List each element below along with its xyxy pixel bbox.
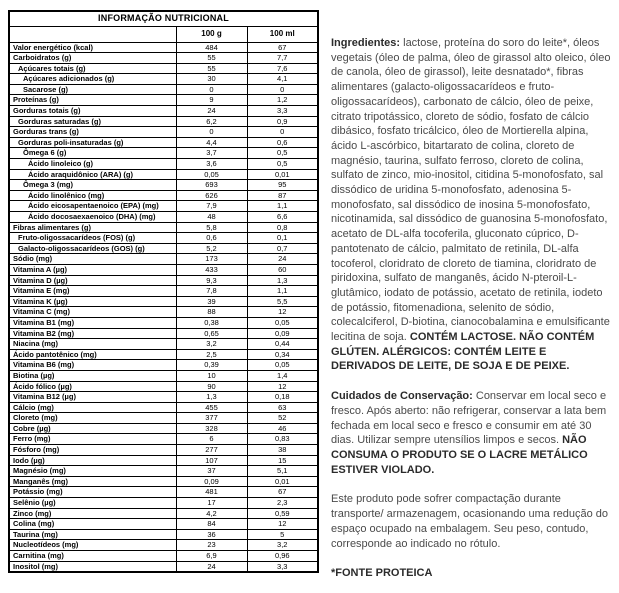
- table-row: [9, 561, 318, 572]
- value-100g: 9: [176, 95, 247, 106]
- value-100g: 4,2: [176, 508, 247, 519]
- nutrient-label: Gorduras saturadas (g): [9, 116, 176, 127]
- value-100g: 0,65: [176, 328, 247, 339]
- nutrition-table-body: [9, 42, 318, 572]
- table-title-row: [9, 11, 318, 26]
- value-100ml: 0,44: [247, 339, 318, 350]
- nutrient-label: Taurina (mg): [9, 529, 176, 540]
- value-100g: 0,6: [176, 233, 247, 244]
- nutrient-label: Gorduras trans (g): [9, 127, 176, 138]
- table-title: INFORMAÇÃO NUTRICIONAL: [9, 11, 318, 26]
- nutrient-label: Ácido araquidônico (ARA) (g): [9, 169, 176, 180]
- table-row: [9, 148, 318, 159]
- nutrient-label: Galacto-oligossacarídeos (GOS) (g): [9, 243, 176, 254]
- value-100ml: 0,8: [247, 222, 318, 233]
- column-header-empty: [9, 26, 176, 42]
- table-row: [9, 84, 318, 95]
- table-row: [9, 212, 318, 223]
- value-100g: 55: [176, 53, 247, 64]
- table-row: [9, 540, 318, 551]
- value-100ml: 24: [247, 254, 318, 265]
- value-100ml: 0,83: [247, 434, 318, 445]
- nutrient-label: Iodo (µg): [9, 455, 176, 466]
- nutrient-label: Vitamina D (µg): [9, 275, 176, 286]
- table-row: [9, 445, 318, 456]
- table-row: [9, 254, 318, 265]
- table-row: [9, 466, 318, 477]
- nutrient-label: Carboidratos (g): [9, 53, 176, 64]
- nutrient-label: Biotina (µg): [9, 370, 176, 381]
- table-row: [9, 487, 318, 498]
- nutrient-label: Ácido pantotênico (mg): [9, 349, 176, 360]
- value-100g: 0,38: [176, 317, 247, 328]
- table-row: [9, 360, 318, 371]
- value-100g: 693: [176, 180, 247, 191]
- value-100g: 39: [176, 296, 247, 307]
- storage-paragraph: [331, 389, 613, 477]
- value-100g: 2,5: [176, 349, 247, 360]
- value-100ml: 1,4: [247, 370, 318, 381]
- value-100ml: 1,1: [247, 201, 318, 212]
- value-100g: 6,2: [176, 116, 247, 127]
- bold-text-segment: Cuidados de Conservação:: [331, 390, 476, 403]
- table-row: [9, 508, 318, 519]
- column-header-100g: 100 g: [176, 26, 247, 42]
- value-100ml: 3,3: [247, 561, 318, 572]
- column-header-100ml: 100 ml: [247, 26, 318, 42]
- table-column-header-row: [9, 26, 318, 42]
- table-row: [9, 42, 318, 53]
- table-row: [9, 413, 318, 424]
- table-row: [9, 95, 318, 106]
- nutrient-label: Potássio (mg): [9, 487, 176, 498]
- value-100g: 107: [176, 455, 247, 466]
- value-100g: 3,7: [176, 148, 247, 159]
- nutrient-label: Sacarose (g): [9, 84, 176, 95]
- nutrient-label: Proteínas (g): [9, 95, 176, 106]
- value-100ml: 0,05: [247, 317, 318, 328]
- value-100ml: 3,3: [247, 106, 318, 117]
- value-100ml: 0,5: [247, 148, 318, 159]
- nutrient-label: Fruto-oligossacarídeos (FOS) (g): [9, 233, 176, 244]
- value-100g: 1,3: [176, 392, 247, 403]
- table-row: [9, 392, 318, 403]
- value-100ml: 6,6: [247, 212, 318, 223]
- value-100g: 0: [176, 127, 247, 138]
- value-100g: 173: [176, 254, 247, 265]
- value-100g: 3,2: [176, 339, 247, 350]
- compaction-paragraph: [331, 492, 613, 551]
- value-100ml: 0,96: [247, 551, 318, 562]
- value-100g: 17: [176, 498, 247, 509]
- table-row: [9, 180, 318, 191]
- value-100g: 36: [176, 529, 247, 540]
- nutrient-label: Ácido fólico (µg): [9, 381, 176, 392]
- value-100ml: 0,5: [247, 159, 318, 170]
- table-row: [9, 53, 318, 64]
- nutrient-label: Vitamina B1 (mg): [9, 317, 176, 328]
- value-100g: 9,3: [176, 275, 247, 286]
- value-100g: 6,9: [176, 551, 247, 562]
- text-segment: lactose, proteína do soro do leite*, óleos vegetais (óleo de palma, óleo de girassol alto oleico, óleo de canola, óleo de girassol), leite desnatado*, fibras alimentares (galacto-oligossacarídeos e fruto-oligossacarídeos), carbonato de cálcio, óleo de peixe, citrato tripotássico, cloreto de sódio, fosfato de cálcio dibásico, fosfato tricálcico, óleo de Mortierella alpina, ácido L-ascórbico, bitartarato de colina, cloreto de magnésio, taurina, sulfato ferroso, cloreto de colina, sulfato de zinco, mio-inositol, citidina 5-monofosfato, sal dissódico de uridina 5-monofosfato, adenosina 5-monofosfato, sal dissódico de inosina 5-monofosfato, nicotinamida, sal dissódico de guanosina 5-monofosfato, acetato de DL-alfa tocoferila, gluconato cúprico, D-pantotenato de cálcio, palmitato de retinila, DL-alfa tocoferol, cloridrato de cloreto de tiamina, cloridrato de piridoxina, sulfato de manganês, ácido N-pteroil-L-glutâmico, iodato de potássio, acetato de retinila, iodeto de potássio, fitomenadiona, selenito de sódio, colecalciferol, D-biotina, cianocobalamina e emulsificante lecitina de soja.: [331, 37, 611, 344]
- table-row: [9, 222, 318, 233]
- nutrition-table: [8, 10, 319, 573]
- value-100g: 90: [176, 381, 247, 392]
- nutrient-label: Açúcares adicionados (g): [9, 74, 176, 85]
- value-100g: 48: [176, 212, 247, 223]
- value-100ml: 38: [247, 445, 318, 456]
- value-100ml: 1,1: [247, 286, 318, 297]
- nutrient-label: Vitamina K (µg): [9, 296, 176, 307]
- table-row: [9, 63, 318, 74]
- value-100g: 455: [176, 402, 247, 413]
- nutrient-label: Vitamina B6 (mg): [9, 360, 176, 371]
- nutrient-label: Nucleotídeos (mg): [9, 540, 176, 551]
- nutrient-label: Manganês (mg): [9, 476, 176, 487]
- value-100ml: 0,18: [247, 392, 318, 403]
- value-100g: 0,05: [176, 169, 247, 180]
- value-100g: 5,2: [176, 243, 247, 254]
- value-100g: 626: [176, 190, 247, 201]
- table-row: [9, 476, 318, 487]
- nutrient-label: Gorduras poli-insaturadas (g): [9, 137, 176, 148]
- table-row: [9, 296, 318, 307]
- table-row: [9, 381, 318, 392]
- value-100ml: 5,1: [247, 466, 318, 477]
- table-row: [9, 434, 318, 445]
- value-100g: 433: [176, 264, 247, 275]
- nutrient-label: Valor energético (kcal): [9, 42, 176, 53]
- value-100g: 10: [176, 370, 247, 381]
- value-100ml: 0,34: [247, 349, 318, 360]
- table-row: [9, 243, 318, 254]
- value-100ml: 0,01: [247, 169, 318, 180]
- value-100ml: 52: [247, 413, 318, 424]
- value-100g: 6: [176, 434, 247, 445]
- value-100ml: 12: [247, 519, 318, 530]
- table-row: [9, 339, 318, 350]
- nutrient-label: Sódio (mg): [9, 254, 176, 265]
- value-100g: 277: [176, 445, 247, 456]
- table-row: [9, 169, 318, 180]
- nutrient-label: Fibras alimentares (g): [9, 222, 176, 233]
- table-row: [9, 455, 318, 466]
- nutrient-label: Cloreto (mg): [9, 413, 176, 424]
- nutrient-label: Zinco (mg): [9, 508, 176, 519]
- table-row: [9, 116, 318, 127]
- value-100ml: 0: [247, 84, 318, 95]
- protein-source-note: [331, 566, 613, 581]
- table-row: [9, 74, 318, 85]
- value-100g: 3,6: [176, 159, 247, 170]
- value-100g: 481: [176, 487, 247, 498]
- value-100ml: 1,3: [247, 275, 318, 286]
- value-100ml: 0,7: [247, 243, 318, 254]
- value-100g: 0: [176, 84, 247, 95]
- value-100g: 5,8: [176, 222, 247, 233]
- table-row: [9, 307, 318, 318]
- value-100ml: 7,6: [247, 63, 318, 74]
- value-100ml: 63: [247, 402, 318, 413]
- table-row: [9, 137, 318, 148]
- nutrient-label: Ácido linolênico (mg): [9, 190, 176, 201]
- value-100ml: 0,9: [247, 116, 318, 127]
- value-100g: 0,39: [176, 360, 247, 371]
- nutrient-label: Vitamina E (mg): [9, 286, 176, 297]
- value-100ml: 12: [247, 307, 318, 318]
- value-100g: 84: [176, 519, 247, 530]
- nutrient-label: Inositol (mg): [9, 561, 176, 572]
- value-100ml: 7,7: [247, 53, 318, 64]
- nutrient-label: Niacina (mg): [9, 339, 176, 350]
- ingredients-paragraph: [331, 36, 613, 374]
- table-row: [9, 106, 318, 117]
- table-row: [9, 519, 318, 530]
- nutrient-label: Magnésio (mg): [9, 466, 176, 477]
- value-100ml: 1,2: [247, 95, 318, 106]
- value-100ml: 0,01: [247, 476, 318, 487]
- value-100ml: 5: [247, 529, 318, 540]
- table-row: [9, 317, 318, 328]
- value-100g: 24: [176, 106, 247, 117]
- nutrient-label: Ácido eicosapentaenoico (EPA) (mg): [9, 201, 176, 212]
- nutrient-label: Selênio (µg): [9, 498, 176, 509]
- value-100ml: 0,05: [247, 360, 318, 371]
- table-row: [9, 264, 318, 275]
- value-100g: 484: [176, 42, 247, 53]
- value-100ml: 5,5: [247, 296, 318, 307]
- nutrient-label: Ômega 3 (mg): [9, 180, 176, 191]
- bold-text-segment: CONTÉM LACTOSE. NÃO CONTÉM GLÚTEN. ALÉRGICOS: CONTÉM LEITE E DERIVADOS DE LEITE, DE SOJA E DE PEIXE.: [331, 331, 595, 373]
- value-100g: 328: [176, 423, 247, 434]
- bold-text-segment: *FONTE PROTEICA: [331, 567, 433, 580]
- value-100ml: 0: [247, 127, 318, 138]
- right-text: [331, 36, 613, 593]
- value-100g: 7,9: [176, 201, 247, 212]
- nutrient-label: Vitamina A (µg): [9, 264, 176, 275]
- value-100ml: 4,1: [247, 74, 318, 85]
- value-100g: 88: [176, 307, 247, 318]
- value-100ml: 0,59: [247, 508, 318, 519]
- value-100ml: 12: [247, 381, 318, 392]
- table-row: [9, 127, 318, 138]
- nutrient-label: Colina (mg): [9, 519, 176, 530]
- value-100ml: 3,2: [247, 540, 318, 551]
- table-row: [9, 349, 318, 360]
- value-100ml: 60: [247, 264, 318, 275]
- nutrient-label: Ômega 6 (g): [9, 148, 176, 159]
- bold-text-segment: Ingredientes:: [331, 37, 404, 49]
- value-100ml: 2,3: [247, 498, 318, 509]
- table-row: [9, 370, 318, 381]
- nutrient-label: Açúcares totais (g): [9, 63, 176, 74]
- value-100g: 0,09: [176, 476, 247, 487]
- value-100ml: 15: [247, 455, 318, 466]
- table-row: [9, 402, 318, 413]
- nutrient-label: Vitamina B12 (µg): [9, 392, 176, 403]
- value-100g: 377: [176, 413, 247, 424]
- table-row: [9, 190, 318, 201]
- value-100g: 37: [176, 466, 247, 477]
- value-100ml: 0,6: [247, 137, 318, 148]
- value-100g: 7,8: [176, 286, 247, 297]
- value-100g: 23: [176, 540, 247, 551]
- table-row: [9, 275, 318, 286]
- nutrient-label: Ferro (mg): [9, 434, 176, 445]
- text-segment: Este produto pode sofrer compactação durante transporte/ armazenagem, ocasionando uma redução do espaço ocupado na embalagem. Seu peso, contudo, corresponde ao indicado no rótulo.: [331, 493, 609, 550]
- nutrient-label: Ácido linoleico (g): [9, 159, 176, 170]
- value-100ml: 87: [247, 190, 318, 201]
- bold-text-segment: NÃO CONSUMA O PRODUTO SE O LACRE METÁLICO ESTIVER VIOLADO.: [331, 434, 588, 476]
- value-100g: 24: [176, 561, 247, 572]
- table-row: [9, 551, 318, 562]
- value-100ml: 46: [247, 423, 318, 434]
- nutrient-label: Cálcio (mg): [9, 402, 176, 413]
- table-row: [9, 201, 318, 212]
- nutrient-label: Cobre (µg): [9, 423, 176, 434]
- value-100ml: 95: [247, 180, 318, 191]
- value-100ml: 0,1: [247, 233, 318, 244]
- text-segment: Conservar em local seco e fresco. Após aberto: não refrigerar, conservar a lata bem fechada em local seco e fresco e consumir em até 30 dias. Utilizar sempre utensílios limpos e secos.: [331, 390, 607, 447]
- value-100g: 4,4: [176, 137, 247, 148]
- nutrient-label: Fósforo (mg): [9, 445, 176, 456]
- table-row: [9, 498, 318, 509]
- value-100ml: 67: [247, 42, 318, 53]
- value-100ml: 0,09: [247, 328, 318, 339]
- value-100g: 55: [176, 63, 247, 74]
- nutrient-label: Carnitina (mg): [9, 551, 176, 562]
- table-row: [9, 286, 318, 297]
- nutrient-label: Vitamina B2 (mg): [9, 328, 176, 339]
- table-row: [9, 328, 318, 339]
- nutrient-label: Vitamina C (mg): [9, 307, 176, 318]
- value-100ml: 67: [247, 487, 318, 498]
- nutrient-label: Ácido docosaexaenoico (DHA) (mg): [9, 212, 176, 223]
- nutrient-label: Gorduras totais (g): [9, 106, 176, 117]
- table-row: [9, 159, 318, 170]
- table-row: [9, 423, 318, 434]
- value-100g: 30: [176, 74, 247, 85]
- table-row: [9, 233, 318, 244]
- table-row: [9, 529, 318, 540]
